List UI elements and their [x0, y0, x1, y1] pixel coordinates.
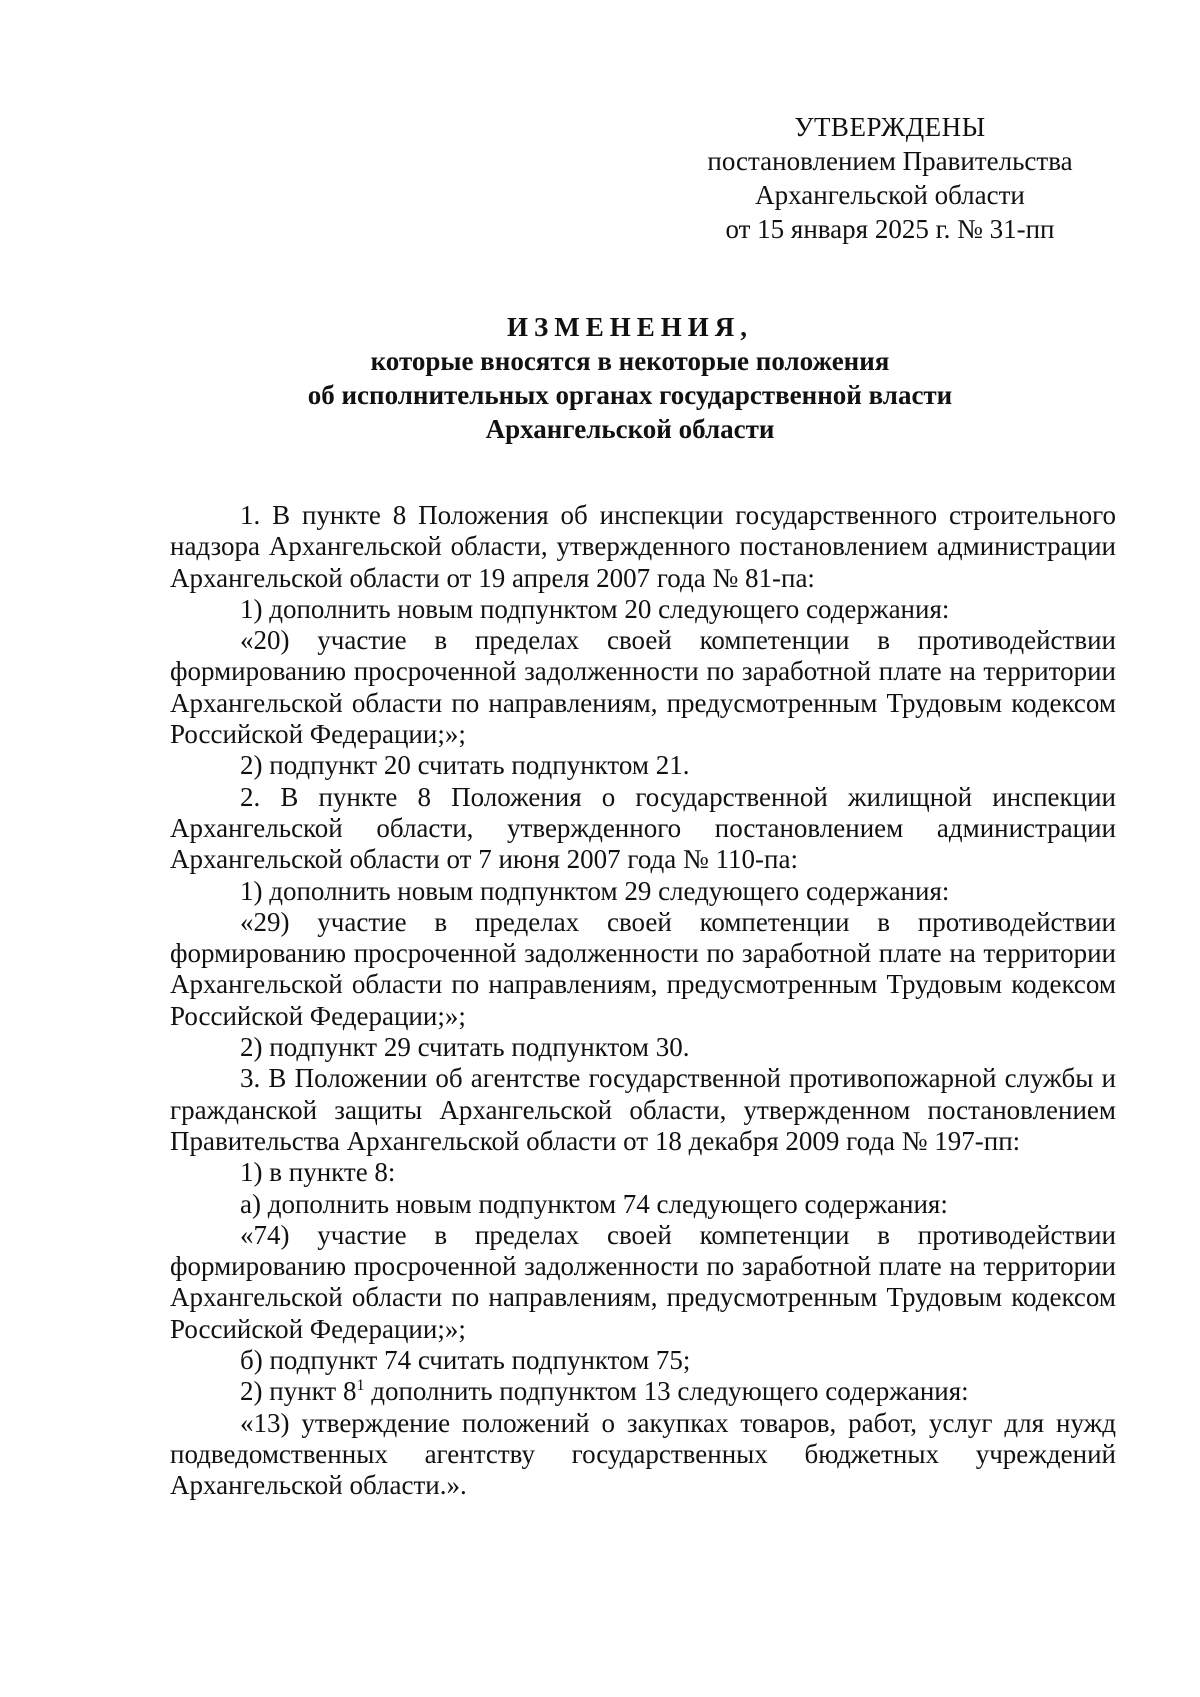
paragraph-11: а) дополнить новым подпунктом 74 следующего содержания:: [240, 1188, 948, 1219]
paragraph-12: «74) участие в пределах своей компетенции в противодействии формированию просроченной задолженности по заработной плате на территории Архангельской области по направлениям, предусмотренным Трудовым кодексом Российской Федерации;»;: [170, 1219, 1116, 1344]
paragraph-14: [170, 1376, 1116, 1407]
title-line-3: Архангельской области: [485, 414, 775, 444]
paragraph-15: «13) утверждение положений о закупках товаров, работ, услуг для нужд подведомственных агентству государственных бюджетных учреждений Архангельской области.».: [170, 1407, 1116, 1501]
paragraph-7: «29) участие в пределах своей компетенции в противодействии формированию просроченной задолженности по заработной плате на территории Архангельской области по направлениям, предусмотренным Трудовым кодексом Российской Федерации;»;: [170, 906, 1116, 1031]
paragraph-4: 2) подпункт 20 считать подпунктом 21.: [240, 750, 690, 781]
approval-line-2: Архангельской области: [755, 180, 1025, 210]
paragraph-14-end: дополнить подпунктом 13 следующего содержания:: [364, 1376, 969, 1407]
paragraph-1: 1. В пункте 8 Положения об инспекции государственного строительного надзора Архангельской области, утвержденного постановлением администрации Архангельской области от 19 апреля 2007 года № 81-па:: [170, 500, 1116, 593]
paragraph-9: 3. В Положении об агентстве государственной противопожарной службы и гражданской защиты Архангельской области, утвержденном постановлением Правительства Архангельской области от 18 декабря 2009 года № 197-пп:: [170, 1063, 1116, 1156]
paragraph-14-superscript: 1: [356, 1377, 365, 1395]
paragraph-6: 1) дополнить новым подпунктом 29 следующего содержания:: [240, 875, 950, 906]
paragraph-8: 2) подпункт 29 считать подпунктом 30.: [240, 1032, 690, 1063]
paragraph-5: 2. В пункте 8 Положения о государственной жилищной инспекции Архангельской области, утвержденного постановлением администрации Архангельской области от 7 июня 2007 года № 110-па:: [170, 781, 1116, 875]
paragraph-3: «20) участие в пределах своей компетенции в противодействии формированию просроченной задолженности по заработной плате на территории Архангельской области по направлениям, предусмотренным Трудовым кодексом Российской Федерации;»;: [170, 625, 1116, 750]
title-main: ИЗМЕНЕНИЯ,: [506, 312, 753, 342]
title-line-1: которые вносятся в некоторые положения: [370, 346, 890, 376]
document-title: [170, 310, 1090, 446]
paragraph-13: б) подпункт 74 считать подпунктом 75;: [240, 1345, 691, 1376]
title-line-2: об исполнительных органах государственной власти: [307, 380, 953, 410]
paragraph-10: 1) в пункте 8:: [240, 1157, 396, 1188]
paragraph-2: 1) дополнить новым подпунктом 20 следующего содержания:: [240, 593, 950, 624]
document-body: [170, 500, 1116, 1502]
approval-heading: УТВЕРЖДЕНЫ: [794, 112, 986, 142]
paragraph-14-start: 2) пункт 8: [240, 1376, 357, 1407]
approval-line-3: от 15 января 2025 г. № 31-пп: [725, 214, 1055, 244]
approval-stamp: [690, 110, 1090, 246]
approval-line-1: постановлением Правительства: [707, 146, 1073, 176]
